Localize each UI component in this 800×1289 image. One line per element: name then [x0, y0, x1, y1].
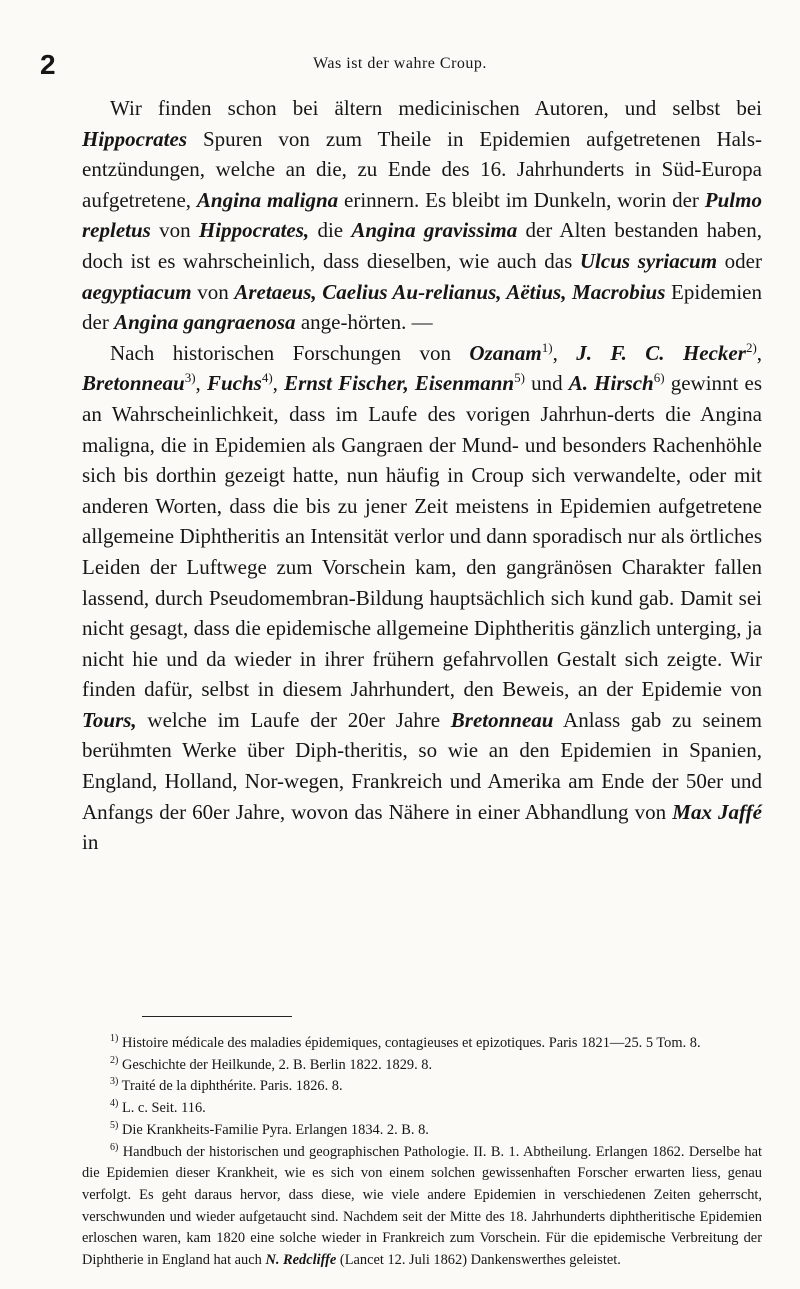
footnote-mark: 3) [110, 1076, 119, 1088]
author-name: N. Redcliffe [265, 1252, 337, 1269]
footnote-mark: 5) [110, 1120, 119, 1132]
author-name: Fuchs [206, 371, 262, 396]
footnote-ref: 5) [514, 370, 525, 386]
text-run: gewinnt es an Wahrscheinlichkeit, dass im Laufe des vorigen Jahrhun-derts die Angina maligna, die in Epidemien als Gangraen der Mund- und besonders Rachenhöhle sich bis dorthin gezeigt hatte, nun häufig in Croup sich verwandelte, oder mit anderen Worten, dass die bis zu jener Zeit meistens in Epidemien aufgetretene allgemeine Diphtheritis an Intensität verlor und dann sporadisch nur als örtliches Leiden der Luftwege zum Vorschein kam, den gangränösen Charakter fallen lassend, durch Pseudomembran-Bildung hauptsächlich sich kund gab. Damit sei nicht gesagt, dass die epidemische allgemeine Diphtheritis gänzlich unterging, ja nicht hie und da wieder in ihrer frühern gefahrvollen Gestalt sich zeigte. Wir finden dafür, selbst in diesem Jahrhundert, den Beweis, an der Epidemie von [82, 371, 763, 702]
text-run: , [552, 340, 577, 365]
author-name: Hippocrates, [198, 218, 310, 243]
footnote [82, 1076, 762, 1098]
text-run: welche im Laufe der 20er Jahre [136, 707, 451, 732]
footnote-ref: 3) [184, 370, 196, 386]
author-name: A. Hirsch [568, 371, 654, 396]
author-name: Hippocrates [82, 126, 187, 151]
place-name: Tours, [82, 707, 137, 732]
footnote-ref: 2) [745, 339, 757, 355]
footnote [82, 1120, 762, 1142]
paragraph [82, 338, 762, 858]
footnote-mark: 4) [110, 1098, 119, 1110]
footnote-mark: 1) [110, 1033, 119, 1045]
footnote [82, 1098, 762, 1120]
author-name: Max Jaffé [672, 799, 762, 824]
author-names: Aretaeus, Caelius Au-relianus, Aëtius, Macrobius [234, 279, 666, 304]
footnote-text: Histoire médicale des maladies épidemiques, contagieuses et epizotiques. Paris 1821—25. 5 Tom. 8. [118, 1035, 701, 1051]
text-run: und [524, 371, 569, 396]
text-run: , [272, 371, 285, 396]
footnote-ref: 1) [541, 339, 553, 355]
author-names: Ernst Fischer, Eisenmann [284, 371, 515, 396]
page-header [0, 50, 800, 80]
footnote [82, 1142, 762, 1272]
disease-name: Pulmo repletus [82, 187, 762, 243]
paragraph [82, 93, 762, 338]
page-number: 2 [40, 49, 56, 80]
footnote-text: L. c. Seit. 116. [118, 1100, 206, 1117]
author-name: Ozanam [469, 340, 542, 365]
text-run: , [756, 340, 763, 365]
footnote-mark: 6) [110, 1141, 119, 1153]
text-run: ange-hörten. — [295, 310, 433, 335]
footnote-ref: 6) [653, 370, 665, 386]
author-name: Bretonneau [450, 707, 554, 732]
disease-name: Angina maligna [196, 187, 339, 212]
footnote-divider [142, 1016, 292, 1017]
disease-name: Angina gangraenosa [114, 310, 296, 335]
footnote-text: Traité de la diphthérite. Paris. 1826. 8. [118, 1078, 343, 1095]
author-name: Bretonneau [82, 371, 185, 396]
footnote [82, 1055, 762, 1077]
text-run: Nach historischen Forschungen von [110, 340, 470, 365]
text-run: von [150, 218, 199, 243]
main-text [82, 93, 762, 858]
disease-name: aegyptiacum [82, 279, 192, 304]
footnote-mark: 2) [110, 1054, 119, 1066]
text-run: von [191, 279, 235, 304]
text-run: Wir finden schon bei ältern medicinischen Autoren, und selbst bei [110, 96, 762, 120]
footnote-text: Geschichte der Heilkunde, 2. B. Berlin 1822. 1829. 8. [118, 1056, 433, 1073]
author-name: J. F. C. Hecker [576, 340, 746, 365]
footnotes [82, 1033, 762, 1272]
disease-name: Ulcus syriacum [579, 248, 718, 273]
footnote-text: Die Krankheits-Familie Pyra. Erlangen 1834. 2. B. 8. [118, 1121, 429, 1138]
text-run: Epidemien der [82, 279, 762, 335]
disease-name: Angina gravissima [351, 218, 518, 243]
text-run: erinnern. Es bleibt im Dunkeln, worin der [338, 187, 705, 212]
footnote-ref: 4) [261, 370, 273, 386]
running-title: Was ist der wahre Croup. [313, 55, 487, 72]
text-run: Anlass gab zu seinem berühmten Werke über Diph-theritis, so wie an den Epidemien in Spanien, England, Holland, Nor-wegen, Frankreich und Amerika am Ende der 50er und Anfangs der 60er Jahre, wovon das Nähere in einer Abhandlung von [82, 707, 763, 824]
text-run: Spuren von zum Theile in Epidemien aufgetretenen Hals-entzündungen, welche an die, zu Ende des 16. Jahrhunderts in Süd-Europa aufgetretene, [82, 126, 762, 212]
text-run: , [195, 371, 207, 396]
text-run: die [309, 218, 352, 243]
footnote-text: (Lancet 12. Juli 1862) Dankenswerthes geleistet. [336, 1252, 621, 1269]
text-run: der Alten bestanden haben, doch ist es wahrscheinlich, dass dieselben, wie auch das [82, 218, 762, 273]
footnote [82, 1033, 762, 1055]
footnote-text: Handbuch der historischen und geographischen Pathologie. II. B. 1. Abtheilung. Erlangen 1862. Derselbe hat die Epidemien dieser Krankheit, wie es sich von einem solchen gewissenhaften Forscher erwarten liess, genau verfolgt. Es geht daraus hervor, dass diese, wie viele andere Epidemien in verschiedenen Zeiten geherrscht, verschwunden und wieder aufgetaucht sind. Nachdem seit der Mitte des 18. Jahrhunderts diphtheritische Epidemien erloschen waren, kam 1820 eine solche wieder in Frankreich zum Vorschein. Für die epidemische Verbreitung der Diphtherie in England hat auch [82, 1143, 762, 1269]
text-run: oder [717, 248, 762, 273]
text-run: in [82, 830, 99, 855]
